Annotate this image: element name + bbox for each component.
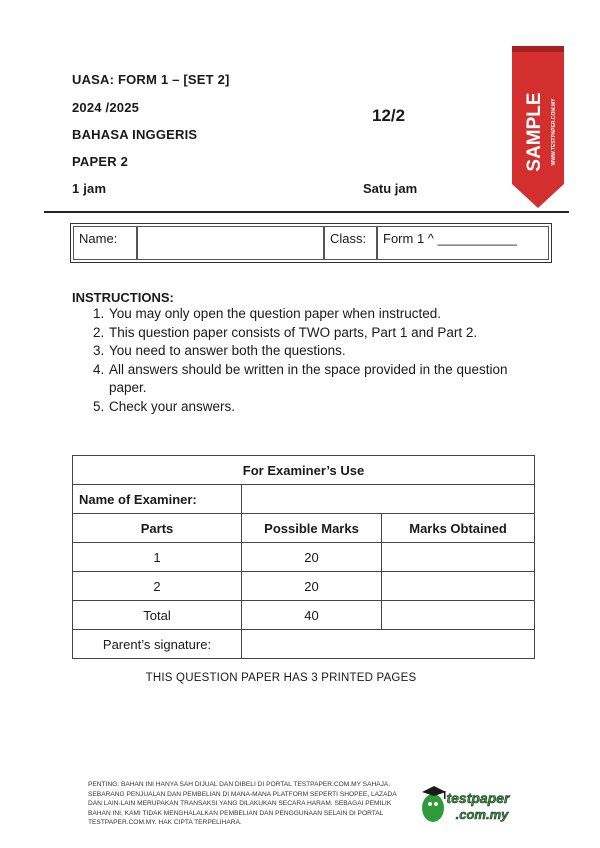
table-row <box>73 572 535 601</box>
ribbon-url-text: WWW.TESTPAPER.COM.MY <box>551 98 557 166</box>
part-cell: 2 <box>73 572 242 601</box>
part-cell: 1 <box>73 543 242 572</box>
instruction-item: 3. You need to answer both the questions. <box>108 342 538 361</box>
logo-text-main: testpaper <box>446 790 510 806</box>
header-marks-obtained: Marks Obtained <box>382 514 535 543</box>
sample-ribbon <box>508 42 568 212</box>
examiner-table <box>72 455 535 659</box>
header-parts: Parts <box>73 514 242 543</box>
instruction-item: 2. This question paper consists of TWO parts, Part 1 and Part 2. <box>108 324 538 343</box>
instruction-item: 5. Check your answers. <box>108 398 538 417</box>
parent-signature-field[interactable] <box>242 630 535 659</box>
logo-text-domain: .com.my <box>455 807 509 822</box>
paper-code: 12/2 <box>372 106 406 125</box>
instruction-item: 1. You may only open the question paper when instructed. <box>108 305 538 324</box>
table-row <box>73 601 535 630</box>
possible-marks-cell: 20 <box>242 572 382 601</box>
examiner-title: For Examiner’s Use <box>73 456 535 485</box>
printed-pages-note: THIS QUESTION PAPER HAS 3 PRINTED PAGES <box>145 672 417 684</box>
marks-obtained-field[interactable] <box>382 601 535 630</box>
duration-english: 1 jam <box>72 181 107 196</box>
marks-obtained-field[interactable] <box>382 572 535 601</box>
examiner-name-label: Name of Examiner: <box>73 485 242 514</box>
class-label: Class: <box>324 226 377 260</box>
instructions-title: INSTRUCTIONS: <box>72 290 174 305</box>
instruction-item: 4. All answers should be written in the space provided in the question paper. <box>108 361 538 398</box>
possible-marks-cell: 40 <box>242 601 382 630</box>
part-cell: Total <box>73 601 242 630</box>
ribbon-sample-text: SAMPLE <box>524 92 545 172</box>
possible-marks-cell: 20 <box>242 543 382 572</box>
table-row <box>73 543 535 572</box>
instructions-list <box>88 305 538 416</box>
header-divider <box>44 211 569 213</box>
name-label: Name: <box>73 226 137 260</box>
student-info-box <box>70 223 552 263</box>
subject: BAHASA INGGERIS <box>72 127 198 142</box>
examiner-name-field[interactable] <box>242 485 535 514</box>
class-field[interactable]: Form 1 ^ ___________ <box>377 226 549 260</box>
paper-number: PAPER 2 <box>72 154 129 169</box>
name-field[interactable] <box>137 226 324 260</box>
duration-malay: Satu jam <box>363 181 418 196</box>
header-possible-marks: Possible Marks <box>242 514 382 543</box>
exam-title: UASA: FORM 1 – [SET 2] <box>72 72 230 87</box>
testpaper-logo <box>418 782 518 828</box>
marks-obtained-field[interactable] <box>382 543 535 572</box>
copyright-notice: PENTING: BAHAN INI HANYA SAH DIJUAL DAN DIBELI DI PORTAL TESTPAPER.COM.MY SAHAJA. SEBARANG PENJUALAN DAN PEMBELIAN DI MANA-MANA PLATFORM SEPERTI SHOPEE, LAZADA DAN LAIN-LAIN MERUPAKAN TRANSAKSI YANG DILAKUKAN SECARA HARAM. SEBAGAI PEMILIK BAHAN INI, KAMI TIDAK MENGHALALKAN PEMBELIAN DAN PENGGUNAAN SELAIN DI PORTAL TESTPAPER.COM.MY. HAK CIPTA TERPELIHARA. <box>88 781 397 827</box>
exam-year: 2024 /2025 <box>72 100 140 115</box>
parent-signature-label: Parent’s signature: <box>73 630 242 659</box>
